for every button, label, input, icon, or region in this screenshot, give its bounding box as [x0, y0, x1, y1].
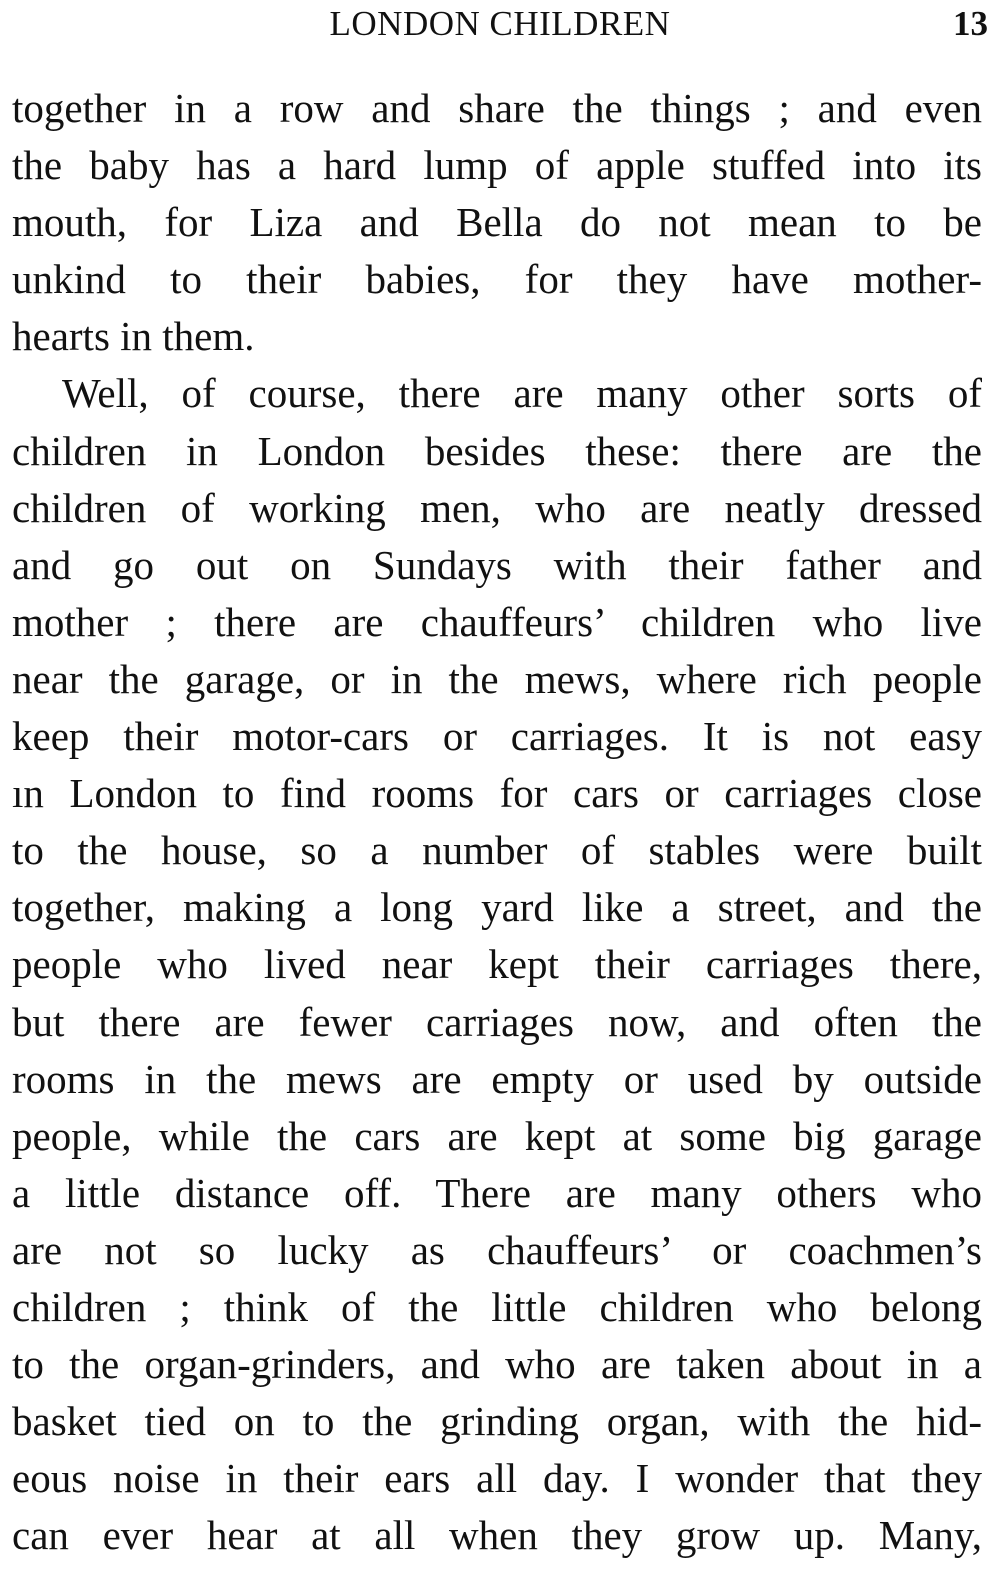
text-line: rooms in the mews are empty or used by outside: [12, 1055, 982, 1102]
running-head-title: LONDON CHILDREN: [329, 4, 671, 43]
text-line: to the house, so a number of stables were built: [12, 827, 982, 874]
page-number: 13: [953, 4, 988, 43]
text-line: to the organ-grinders, and who are taken about in a: [12, 1341, 982, 1388]
text-line: ın London to find rooms for cars or carriages close: [12, 770, 982, 817]
text-line: eous noise in their ears all day. I wonder that they: [12, 1455, 982, 1502]
text-line: and go out on Sundays with their father and: [12, 541, 982, 588]
paragraph-start-line: Well, of course, there are many other sorts of: [62, 370, 982, 417]
text-line: can ever hear at all when they grow up. Many,: [12, 1512, 982, 1559]
text-line: together, making a long yard like a street, and the: [12, 884, 982, 931]
text-line: unkind to their babies, for they have mother-: [12, 256, 982, 303]
text-line: a little distance off. There are many others who: [12, 1169, 982, 1216]
text-line: keep their motor-cars or carriages. It is not easy: [12, 713, 982, 760]
text-line: mouth, for Liza and Bella do not mean to be: [12, 199, 982, 246]
text-line: children ; think of the little children who belong: [12, 1283, 982, 1330]
text-line: basket tied on to the grinding organ, with the hid-: [12, 1398, 982, 1445]
text-line: together in a row and share the things ; and even: [12, 85, 982, 131]
text-line: but there are fewer carriages now, and often the: [12, 998, 982, 1045]
text-line: near the garage, or in the mews, where rich people: [12, 655, 982, 702]
text-line: people, while the cars are kept at some big garage: [12, 1112, 982, 1159]
running-head: [12, 2, 988, 46]
text-line: children of working men, who are neatly dressed: [12, 484, 982, 531]
text-line: the baby has a hard lump of apple stuffed into its: [12, 142, 982, 189]
text-line: people who lived near kept their carriages there,: [12, 941, 982, 988]
paragraph-end-line: hearts in them.: [12, 313, 255, 360]
text-line: children in London besides these: there are the: [12, 427, 982, 474]
text-line: are not so lucky as chauffeurs’ or coachmen’s: [12, 1226, 982, 1273]
body-text: [12, 80, 982, 1564]
text-line: mother ; there are chauffeurs’ children who live: [12, 598, 982, 645]
